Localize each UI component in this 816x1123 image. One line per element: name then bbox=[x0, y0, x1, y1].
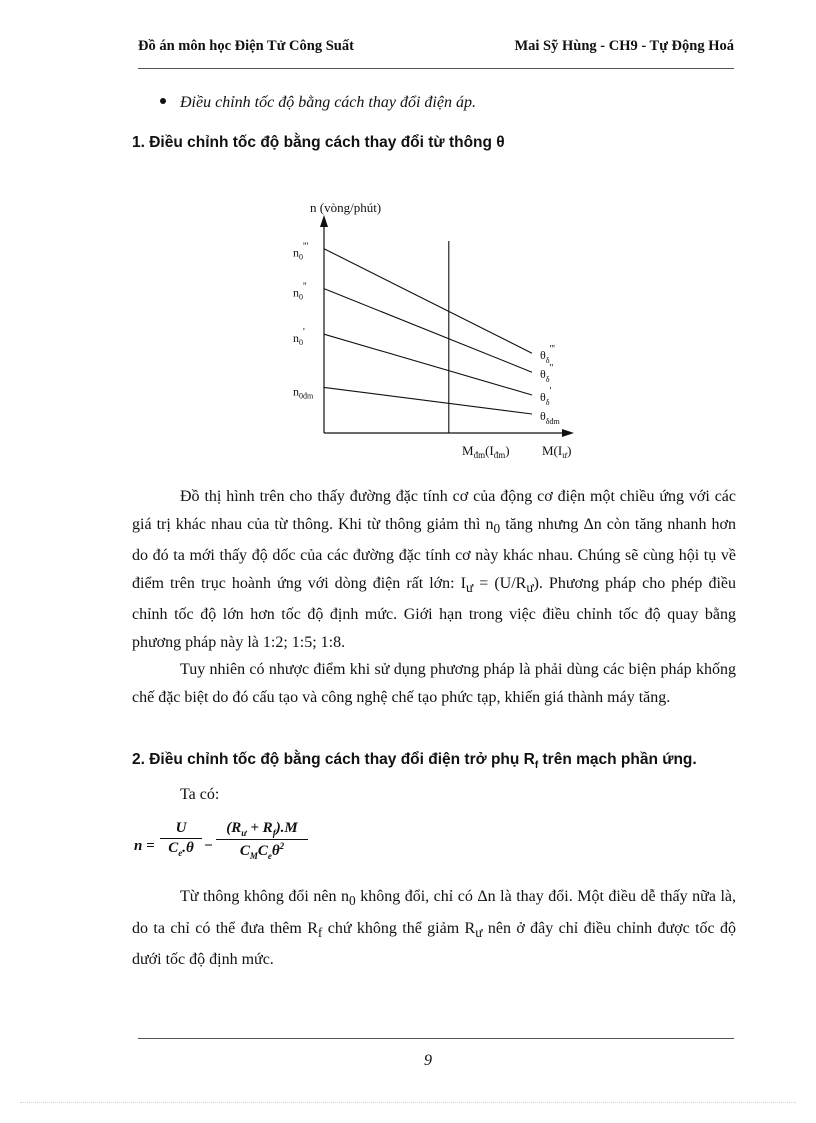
bullet-item bbox=[160, 94, 476, 112]
formula-fraction-2: $(R_ư + R_f).M$ $C_MC_e\theta^2$ bbox=[216, 820, 308, 861]
characteristic-chart bbox=[280, 195, 590, 470]
section1-heading: 1. Điều chỉnh tốc độ bằng cách thay đổi từ thông θ bbox=[132, 134, 505, 151]
page-header bbox=[138, 38, 734, 60]
series-end-label-1: $\theta_\delta''$ bbox=[540, 363, 554, 385]
series-line-3 bbox=[324, 387, 532, 414]
bullet-icon bbox=[160, 98, 166, 104]
formula-fraction-1: U $C_e.\theta$ bbox=[160, 820, 202, 858]
formula-lhs: n = bbox=[134, 838, 155, 854]
marker-label: $M_{đm}(I_{đm})$ bbox=[462, 443, 510, 460]
y-axis-label: n (vòng/phút) bbox=[310, 200, 382, 215]
y-axis-arrow bbox=[320, 215, 328, 227]
series-end-label-2: $\theta_\delta'$ bbox=[540, 386, 552, 407]
paragraph-2: Tuy nhiên có nhược điểm khi sử dụng phương pháp là phải dùng các biện pháp khống chế đặc biệt do đó cấu tạo và công nghệ chế tạo phức tạp, khiến giá thành máy tăng. bbox=[132, 661, 736, 706]
bullet-text: Điều chỉnh tốc độ bằng cách thay đổi điện áp. bbox=[180, 94, 476, 111]
footer-rule bbox=[138, 1038, 734, 1039]
header-rule bbox=[138, 68, 734, 69]
series-start-label-0: $n_0'''$ bbox=[293, 241, 309, 262]
header-right: Mai Sỹ Hùng - CH9 - Tự Động Hoá bbox=[514, 38, 734, 54]
section2-heading: 2. Điều chỉnh tốc độ bằng cách thay đổi điện trở phụ $R_f$ trên mạch phần ứng. bbox=[132, 751, 697, 772]
series-start-label-1: $n_0''$ bbox=[293, 281, 307, 302]
x-axis-label: $M(I_ư)$ bbox=[542, 443, 572, 460]
series-end-label-0: $\theta_\delta'''$ bbox=[540, 344, 555, 366]
x-axis-arrow bbox=[562, 429, 574, 437]
formula-minus: − bbox=[204, 838, 214, 854]
paragraph-1: Đồ thị hình trên cho thấy đường đặc tính cơ của động cơ điện một chiều ứng với các giá trị khác nhau của từ thông. Khi từ thông giảm thì $n_0$ tăng nhưng Δn còn tăng nhanh hơn do đó ta mới thấy độ dốc của các đường đặc tính cơ này khác nhau. Chúng sẽ cùng hội tụ về điểm trên trục hoành ứng với dòng điện rất lớn: $I_ư = (U/R_ư)$. Phương pháp cho phép điều chỉnh tốc độ lớn hơn tốc độ định mức. Giới hạn trong việc điều chỉnh tốc độ quay bằng phương pháp này là 1:2; 1:5; 1:8. bbox=[132, 488, 737, 651]
series-end-label-3: $\theta_{\delta đm}$ bbox=[540, 409, 560, 426]
page-bottom-edge bbox=[20, 1102, 796, 1103]
ta-co-label: Ta có: bbox=[180, 786, 220, 803]
series-start-label-3: $n_{0đm}$ bbox=[293, 384, 314, 401]
header-left: Đồ án môn học Điện Tử Công Suất bbox=[138, 38, 354, 54]
speed-formula bbox=[134, 820, 394, 880]
page-number: 9 bbox=[424, 1052, 432, 1069]
paragraph-3: Từ thông không đổi nên $n_0$ không đổi, chỉ có Δn là thay đổi. Một điều dễ thấy nữa là, do ta chỉ có thể đưa thêm $R_f$ chứ không thể giảm $R_ư$ nên ở đây chỉ điều chỉnh được tốc độ dưới tốc độ định mức. bbox=[132, 888, 737, 969]
series-line-2 bbox=[324, 334, 532, 395]
series-start-label-2: $n_0'$ bbox=[293, 327, 305, 348]
